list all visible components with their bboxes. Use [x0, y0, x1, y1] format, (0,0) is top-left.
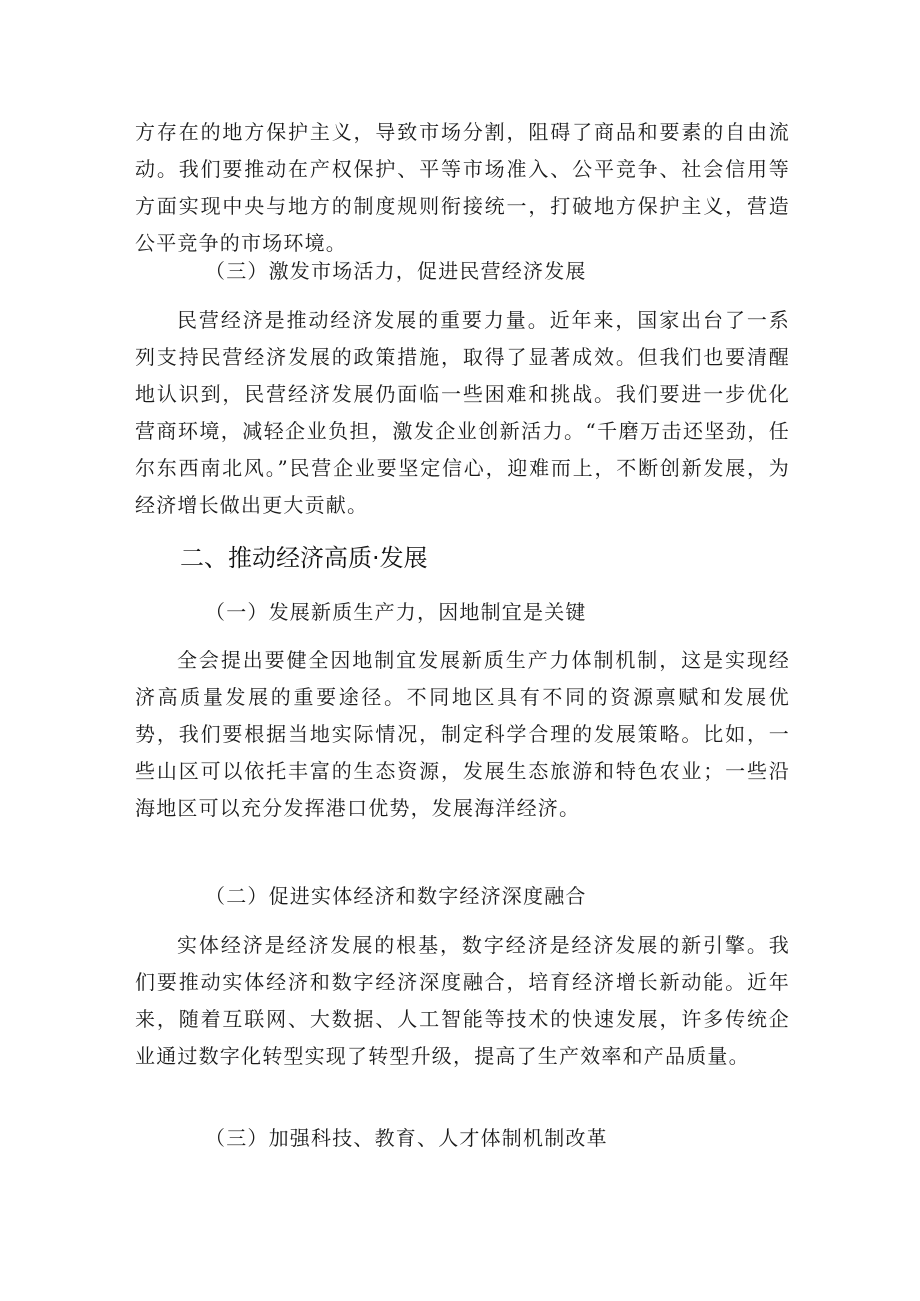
- paragraph-new-productivity: 全会提出要健全因地制宜发展新质生产力体制机制，这是实现经济高质量发展的重要途径。不同地区具有不同的资源禀赋和发展优势，我们要根据当地实际情况，制定科学合理的发展策略。比如，一些山区可以依托丰富的生态资源，发展生态旅游和特色农业；一些沿海地区可以充分发挥港口优势，发展海洋经济。: [135, 648, 790, 820]
- paragraph-digital-economy: 实体经济是经济发展的根基，数字经济是经济发展的新引擎。我们要推动实体经济和数字经济深度融合，培育经济增长新动能。近年来，随着互联网、大数据、人工智能等技术的快速发展，许多传统企业通过数字化转型实现了转型升级，提高了生产效率和产品质量。: [135, 933, 790, 1068]
- paragraph-market-fragmentation: 方存在的地方保护主义，导致市场分割，阻碍了商品和要素的自由流动。我们要推动在产权保护、平等市场准入、公平竞争、社会信用等方面实现中央与地方的制度规则衔接统一，打破地方保护主义，营造公平竞争的市场环境。: [135, 120, 790, 255]
- subheading-sci-edu-talent: （三）加强科技、教育、人才体制机制改革: [205, 1126, 608, 1150]
- paragraph-private-economy: 民营经济是推动经济发展的重要力量。近年来，国家出台了一系列支持民营经济发展的政策措施，取得了显著成效。但我们也要清醒地认识到，民营经济发展仍面临一些困难和挑战。我们要进一步优化营商环境，减轻企业负担，激发企业创新活力。“千磨万击还坚劲，任尔东西南北风。”民营企业要坚定信心，迎难而上，不断创新发展，为经济增长做出更大贡献。: [135, 308, 790, 517]
- section-heading-high-quality-development: 二、推动经济高质·发展: [180, 544, 428, 572]
- subheading-new-productivity: （一）发展新质生产力，因地制宜是关键: [205, 600, 587, 624]
- subheading-private-economy: （三）激发市场活力，促进民营经济发展: [205, 259, 587, 283]
- subheading-digital-economy: （二）促进实体经济和数字经济深度融合: [205, 884, 587, 908]
